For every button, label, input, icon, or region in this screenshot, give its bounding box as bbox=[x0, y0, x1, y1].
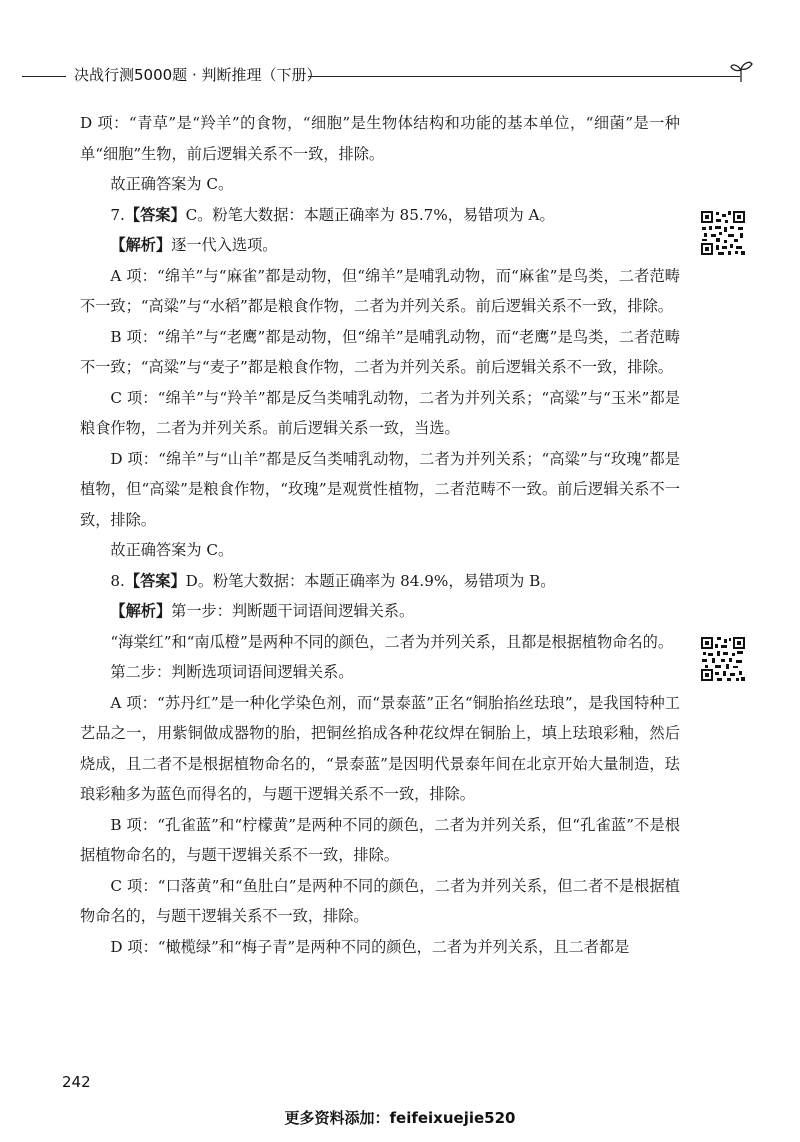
paragraph: B 项：“绵羊”与“老鹰”都是动物，但“绵羊”是哺乳动物，而“老鹰”是鸟类，二者范畴不一致；“高粱”与“麦子”都是粮食作物，二者为并列关系。前后逻辑关系不一致，排除。 bbox=[80, 327, 680, 376]
page-body bbox=[80, 108, 680, 962]
running-header bbox=[0, 56, 800, 96]
paragraph: D 项：“绵羊”与“山羊”都是反刍类哺乳动物，二者为并列关系；“高粱”与“玫瑰”都是植物，但“高粱”是粮食作物，“玫瑰”是观赏性植物，二者范畴不一致。前后逻辑关系不一致，排除。 bbox=[80, 449, 680, 529]
book-title: 决战行测5000题 · 判断推理（下册） bbox=[74, 66, 322, 84]
answer-heading-7: 7.【答案】C。粉笔大数据：本题正确率为 85.7%，易错项为 A。 bbox=[110, 205, 555, 224]
qr-code-icon[interactable] bbox=[700, 210, 746, 256]
footer-watermark: 更多资料添加：feifeixuejie520 bbox=[284, 1109, 516, 1127]
paragraph: A 项：“苏丹红”是一种化学染色剂，而“景泰蓝”正名“铜胎掐丝珐琅”，是我国特种工艺品之一，用紫铜做成器物的胎，把铜丝掐成各种花纹焊在铜胎上，填上珐琅彩釉，然后烧成，且二者不是根据植物命名的，“景泰蓝”是因明代景泰年间在北京开始大量制造，珐琅彩釉多为蓝色而得名的，与题干逻辑关系不一致，排除。 bbox=[80, 693, 680, 803]
page-number: 242 bbox=[62, 1073, 91, 1091]
answer-heading-8: 8.【答案】D。粉笔大数据：本题正确率为 84.9%，易错项为 B。 bbox=[110, 571, 556, 590]
paragraph: C 项：“绵羊”与“羚羊”都是反刍类哺乳动物，二者为并列关系；“高粱”与“玉米”都是粮食作物，二者为并列关系。前后逻辑关系一致，当选。 bbox=[80, 388, 680, 437]
paragraph: 故正确答案为 C。 bbox=[110, 541, 234, 559]
analysis-heading: 【解析】第一步：判断题干词语间逻辑关系。 bbox=[110, 602, 415, 620]
paragraph: C 项：“口落黄”和“鱼肚白”是两种不同的颜色，二者为并列关系，但二者不是根据植物命名的，与题干逻辑关系不一致，排除。 bbox=[80, 876, 680, 925]
paragraph: 第二步：判断选项词语间逻辑关系。 bbox=[110, 663, 354, 681]
paragraph: A 项：“绵羊”与“麻雀”都是动物，但“绵羊”是哺乳动物，而“麻雀”是鸟类，二者范畴不一致；“高粱”与“水稻”都是粮食作物，二者为并列关系。前后逻辑关系不一致，排除。 bbox=[80, 266, 680, 315]
paragraph: D 项：“橄榄绿”和“梅子青”是两种不同的颜色，二者为并列关系，且二者都是 bbox=[110, 937, 630, 956]
paragraph: “海棠红”和“南瓜橙”是两种不同的颜色，二者为并列关系，且都是根据植物命名的。 bbox=[110, 632, 674, 651]
qr-code-icon[interactable] bbox=[700, 636, 746, 682]
header-rule-left bbox=[22, 76, 66, 77]
sprout-icon bbox=[728, 58, 754, 84]
header-rule-right bbox=[308, 76, 740, 77]
analysis-heading: 【解析】逐一代入选项。 bbox=[110, 236, 278, 254]
paragraph: B 项：“孔雀蓝”和“柠檬黄”是两种不同的颜色，二者为并列关系，但“孔雀蓝”不是根据植物命名的，与题干逻辑关系不一致，排除。 bbox=[80, 815, 680, 864]
paragraph: D 项：“青草”是“羚羊”的食物，“细胞”是生物体结构和功能的基本单位，“细菌”是一种单“细胞”生物，前后逻辑关系不一致，排除。 bbox=[80, 114, 680, 163]
paragraph: 故正确答案为 C。 bbox=[110, 175, 234, 193]
